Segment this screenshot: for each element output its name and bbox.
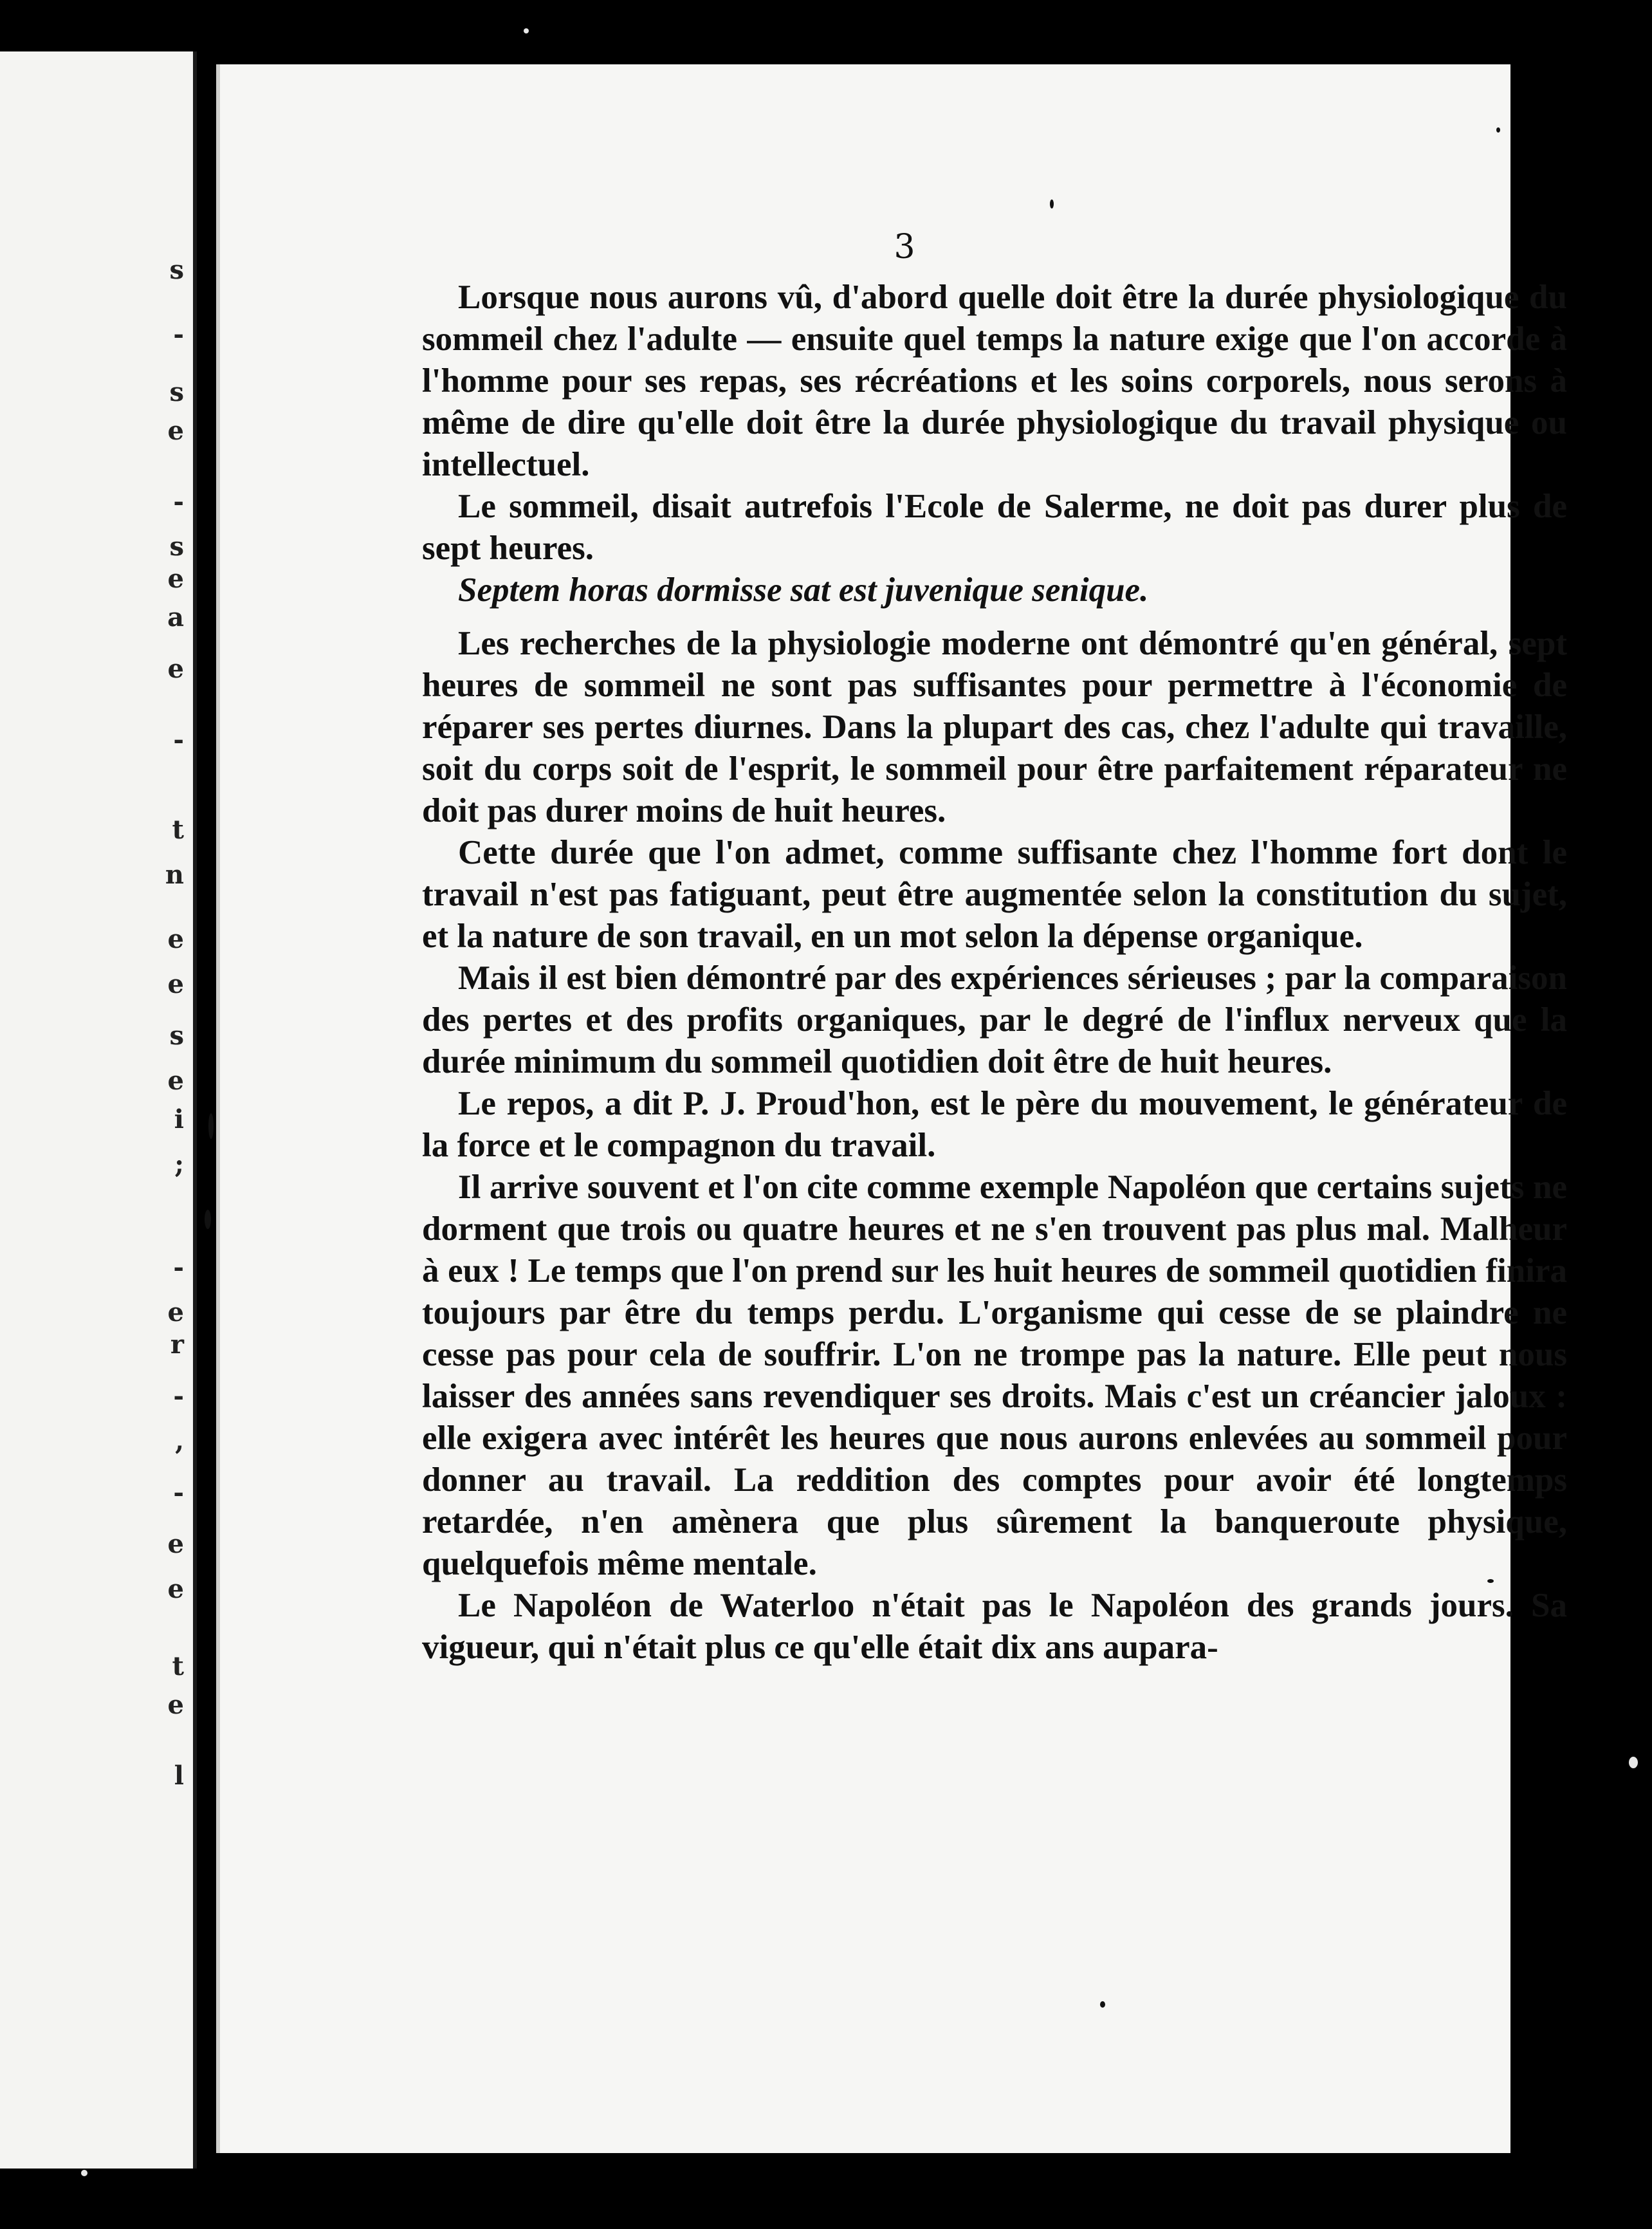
page-number: 3	[894, 228, 915, 266]
facing-page-edge-char: -	[173, 1252, 184, 1282]
facing-page-edge-char: e	[167, 924, 184, 954]
scan-speck	[208, 1113, 214, 1139]
scan-speck	[1050, 199, 1054, 208]
paragraph: Il arrive souvent et l'on cite comme exemple Napoléon que certains sujets ne dorment que trois ou quatre heures et ne s'en trouvent pas plus mal. Malheur à eux ! Le temps que l'on prend sur les huit heures de sommeil quotidien finira toujours par être du temps perdu. L'organisme qui cesse de se plaindre ne cesse pas pour cela de souffrir. L'on ne trompe pas la nature. Elle peut nous laisser des années sans revendiquer ses droits. Mais c'est un créancier jaloux : elle exigera avec intérêt les heures que nous aurons enlevées au sommeil pour donner au travail. La reddition des comptes pour avoir été longtemps retardée, n'en amènera que plus sûrement la banqueroute physique, quelquefois même mentale.	[422, 1169, 1567, 1582]
facing-page-edge-char: n	[165, 860, 184, 890]
paragraph: Le Napoléon de Waterloo n'était pas le Napoléon des grands jours. Sa vigueur, qui n'était plus ce qu'elle était dix ans aupara-	[422, 1587, 1567, 1666]
facing-page-edge-char: s	[169, 1021, 184, 1051]
facing-page-edge-char: e	[167, 1574, 184, 1604]
facing-page-edge-char: ;	[174, 1149, 184, 1179]
facing-page-edge-char: e	[167, 1297, 184, 1327]
facing-page-edge-char: e	[167, 654, 184, 684]
facing-page-edge-char: r	[170, 1329, 184, 1360]
facing-page-edge-char: -	[173, 319, 184, 349]
latin-quote: Septem horas dormisse sat est juvenique senique.	[458, 571, 1149, 609]
paragraph: Lorsque nous aurons vû, d'abord quelle doit être la durée physiologique du sommeil chez l'adulte — ensuite quel temps la nature exige que l'on accorde à l'homme pour ses repas, ses récréations et les soins corporels, nous serons à même de dire qu'elle doit être la durée physiologique du travail physique ou intellectuel.	[422, 279, 1567, 483]
facing-page-edge-char: l	[174, 1761, 184, 1791]
facing-page-edge-char: e	[167, 564, 184, 594]
facing-page-edge-char: t	[172, 815, 184, 845]
scan-speck	[1100, 2001, 1105, 2008]
paragraph: Le sommeil, disait autrefois l'Ecole de Salerme, ne doit pas durer plus de sept heures.	[422, 488, 1567, 567]
facing-page-edge-char: e	[167, 1690, 184, 1720]
facing-page-edge-char: e	[167, 416, 184, 446]
facing-page-edge-char: -	[173, 725, 184, 755]
facing-page-edge-char: -	[173, 1477, 184, 1508]
facing-page-edge-char: s	[169, 377, 184, 407]
facing-page-edge-char: -	[173, 486, 184, 517]
facing-page-edge-char: a	[167, 602, 184, 633]
facing-page-edge-char: -	[173, 1381, 184, 1411]
scan-speck	[524, 28, 529, 33]
facing-page-edge-char: e	[167, 969, 184, 999]
paragraph: Le repos, a dit P. J. Proud'hon, est le père du mouvement, le générateur de la force et le compagnon du travail.	[422, 1085, 1567, 1164]
document-page	[216, 64, 1567, 2153]
scan-speck	[1496, 127, 1500, 133]
paragraph: Mais il est bien démontré par des expériences sérieuses ; par la comparaison des pertes et des profits organiques, par le degré de l'influx nerveux que la durée minimum du sommeil quotidien doit être de huit heures.	[422, 959, 1567, 1080]
facing-page-edge-char: e	[167, 1066, 184, 1096]
facing-page-edge-char: e	[167, 1529, 184, 1559]
facing-page-edge-char: s	[169, 532, 184, 562]
facing-page-edge	[0, 51, 197, 2169]
scan-speck	[205, 1210, 211, 1229]
scan-speck	[81, 2170, 87, 2176]
paragraph: Les recherches de la physiologie moderne ont démontré qu'en général, sept heures de sommeil ne sont pas suffisantes pour permettre à l'économie de réparer ses pertes diurnes. Dans la plupart des cas, chez l'adulte qui travaille, soit du corps soit de l'esprit, le sommeil pour être parfaitement réparateur ne doit pas durer moins de huit heures.	[422, 625, 1567, 829]
paragraph: Cette durée que l'on admet, comme suffisante chez l'homme fort dont le travail n'est pas fatiguant, peut être augmentée selon la constitution du sujet, et la nature de son travail, en un mot selon la dépense organique.	[422, 834, 1567, 955]
facing-page-edge-char: ,	[175, 1426, 184, 1456]
facing-page-edge-char: s	[169, 255, 184, 285]
body-text	[422, 277, 1567, 1669]
scan-speck	[1487, 1579, 1494, 1583]
scan-speck	[1629, 1757, 1638, 1768]
facing-page-edge-char: t	[172, 1651, 184, 1681]
facing-page-edge-char: i	[174, 1104, 184, 1134]
